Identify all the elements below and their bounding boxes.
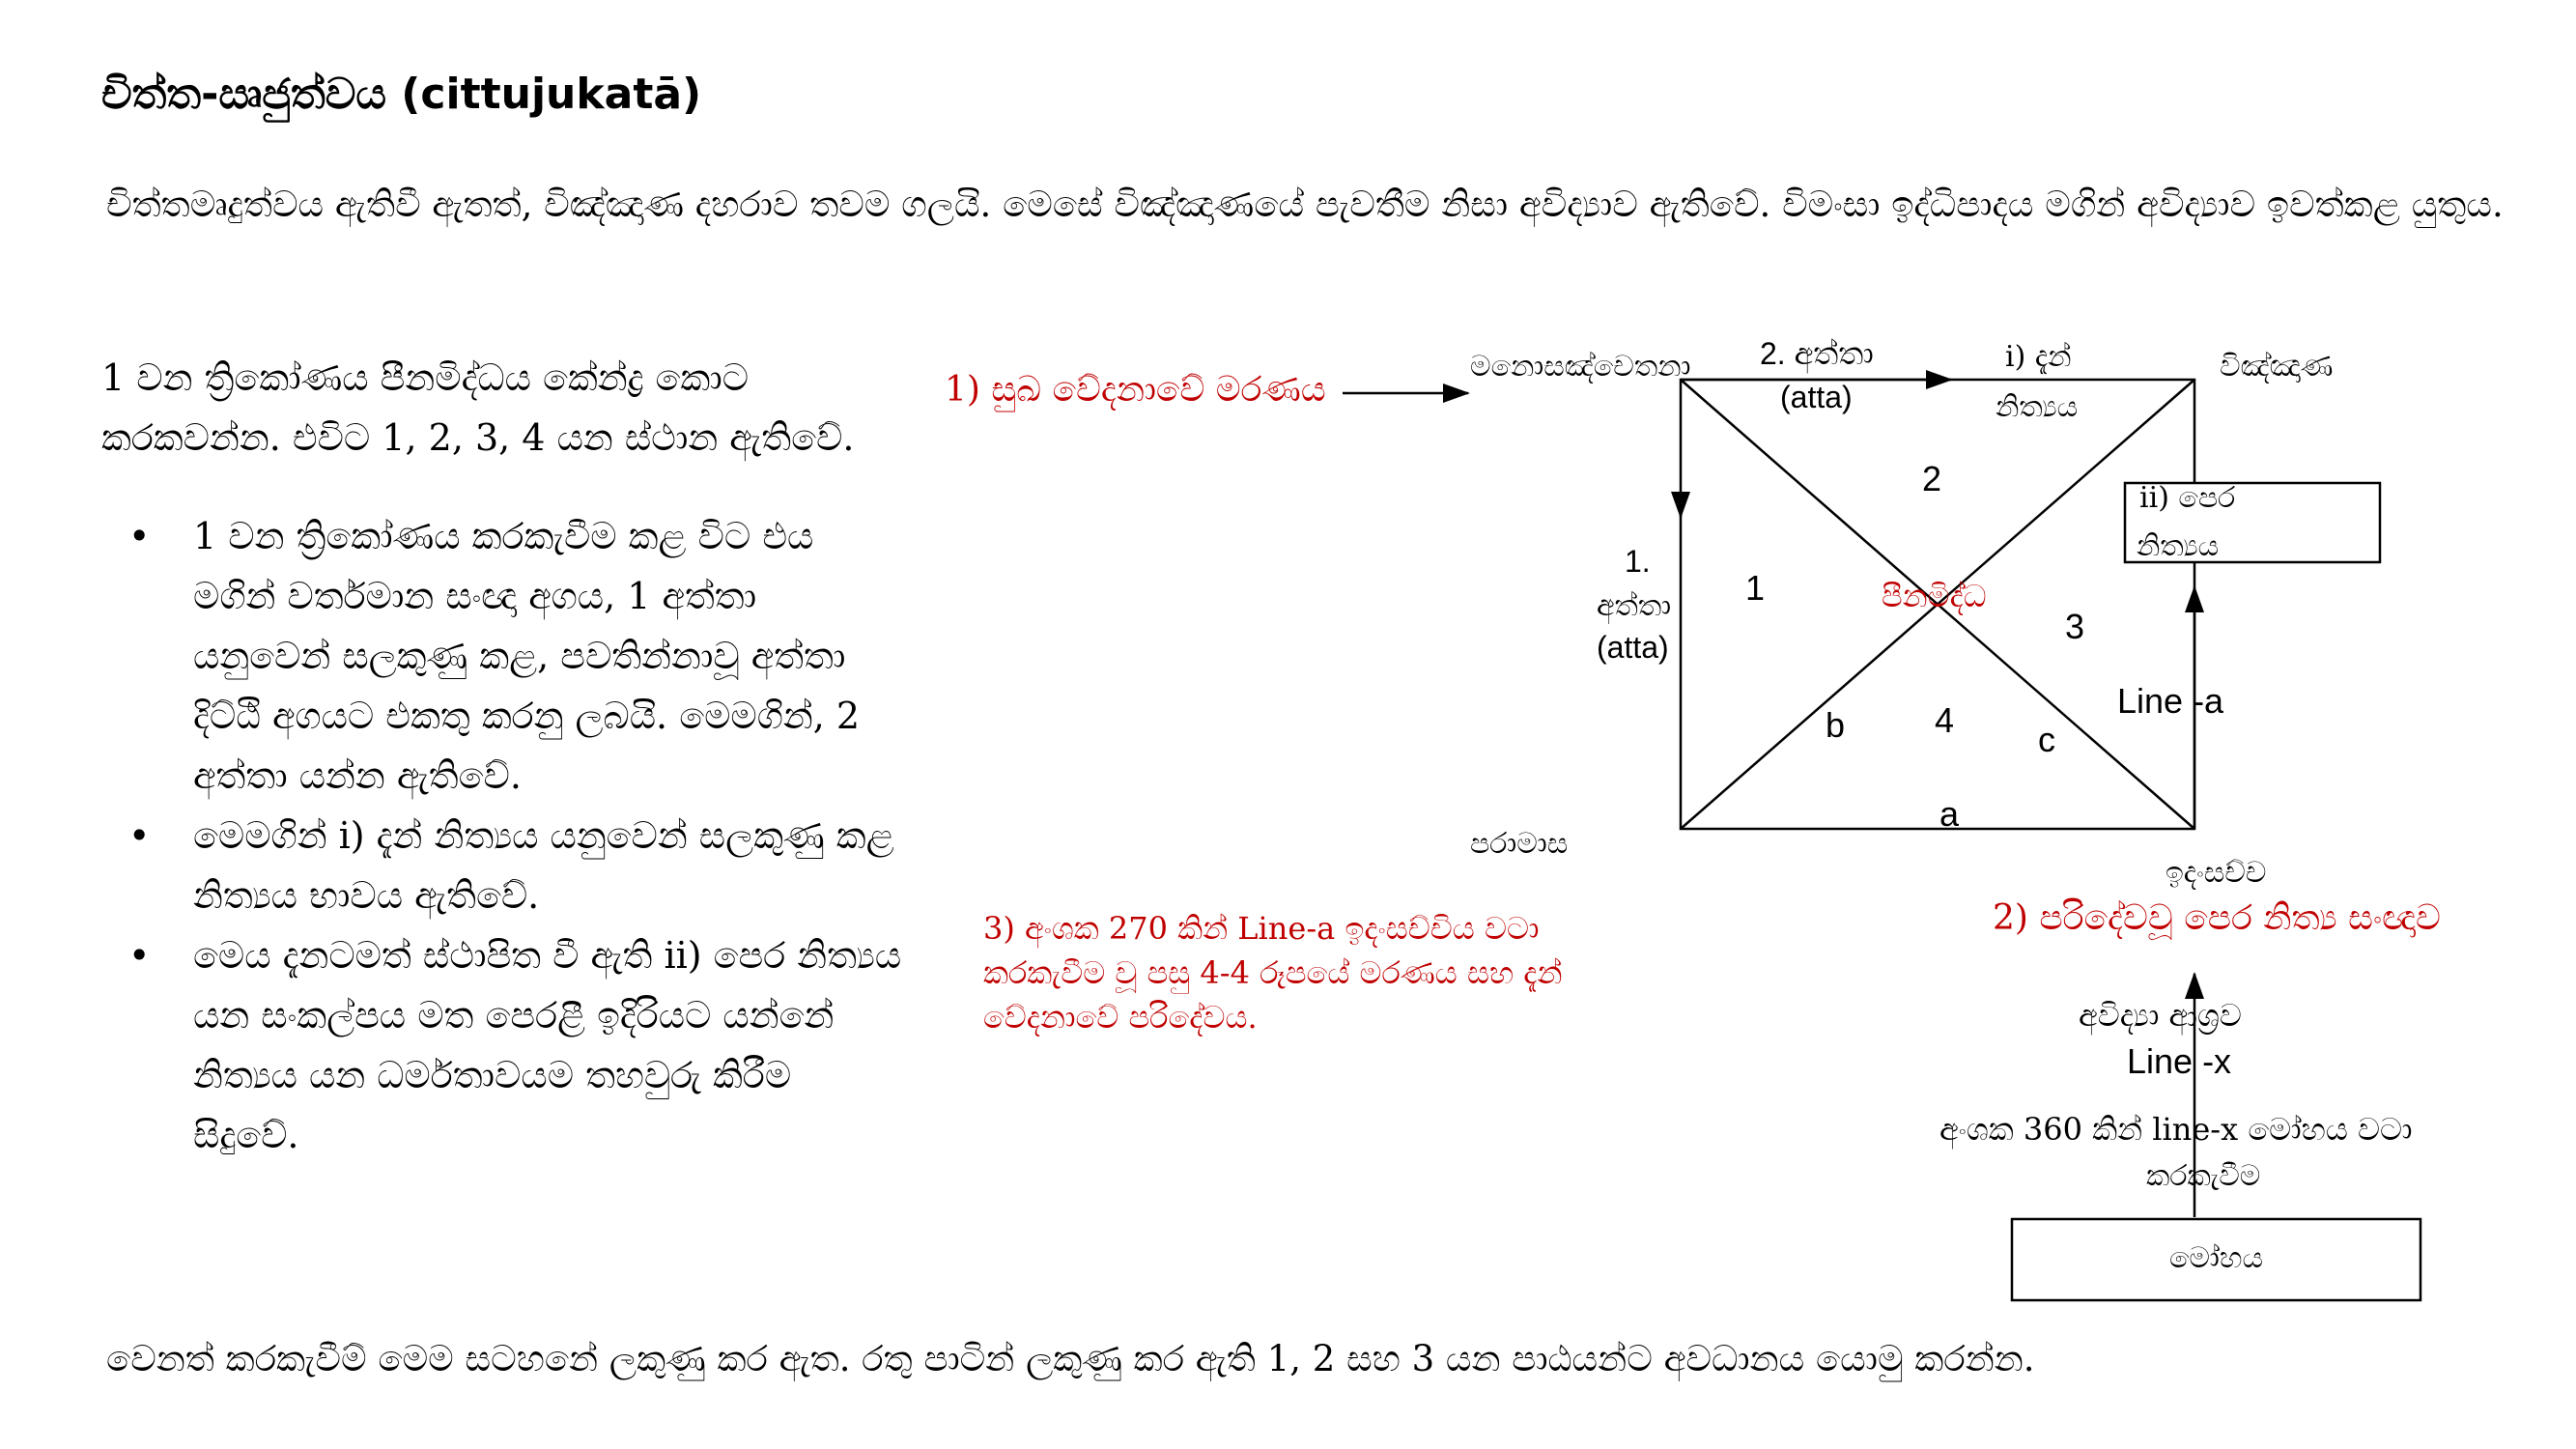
left-arrow-label: 1. <box>1625 544 1651 579</box>
footer-note: වෙනත් කරකැවීම් මෙම සටහනේ ලකුණු කර ඇත. රතු පාටින් ලකුණු කර ඇති 1, 2 සහ 3 යන පාඨයන්ට අවධානය යොමු කරන්න. <box>106 1338 2035 1379</box>
side-label-b: b <box>1826 705 1846 745</box>
red-note-lamentation: 2) පරිදේවවූ පෙර නිත්‍ය සංඥාව <box>1993 898 2441 938</box>
bullet-item: • 1 වන ත්‍රිකෝණය කරකැවීම කළ විට එය මගින් වර්තමාන සංඥා අගය, 1 අත්තා යනුවෙන් සලකුණු කළ, පවතින්නාවූ අත්තා දිට්ඨි අගයට එකතු කරනු ලබයි. මෙමගින්, 2 අත්තා යන්න ඇතිවේ. <box>101 506 903 806</box>
red-note-death-of-pleasant-feeling: 1) සුඛ වේදනාවේ මරණය <box>945 370 1326 410</box>
red-note-rotation <box>983 906 1563 1039</box>
region-label-3: 3 <box>2065 607 2085 646</box>
intro-paragraph: චිත්තමෘදුත්වය ඇතිවී ඇතත්, විඤ්ඤාණ දහරාව තවම ගලයි. මෙසේ විඤ්ඤාණයේ පැවතීම නිසා අවිද්‍යාව ඇතිවේ. විමංසා ඉද්ධිපාදය මගින් අවිද්‍යාව ඉවත්කළ යුතුය. <box>106 184 2504 225</box>
region-label-2: 2 <box>1922 459 1942 498</box>
prev-nitya-label: ii) පෙර <box>2139 481 2236 515</box>
red-note-rotation-line: කරකැවීම වූ පසු 4-4 රූපයේ මරණය සහ දැන් <box>983 954 1563 991</box>
center-label: පීනමිද්ධ <box>1882 578 1987 614</box>
red-note-rotation-line: වේදනාවේ පරිදේවය. <box>983 999 1258 1036</box>
moha-label: මෝහය <box>2168 1241 2264 1275</box>
now-nitya-label-2: නිත්‍යය <box>1996 390 2079 424</box>
avidya-label: අවිද්‍යා ආශ්‍රව <box>2079 997 2242 1034</box>
now-nitya-label: i) දැන් <box>2005 340 2072 374</box>
prev-nitya-label-2: නිත්‍යය <box>2137 529 2220 563</box>
bullet-item: • මෙමගින් i) දැන් නිත්‍යය යනුවෙන් සලකුණු කළ නිත්‍යය භාවය ඇතිවේ. <box>101 806 903 925</box>
region-label-1: 1 <box>1745 568 1766 608</box>
slide-title: චිත්ත-ඍජුත්වය (cittujukatā) <box>101 70 702 119</box>
rotation-label-2: කරකැවීම <box>2146 1159 2261 1193</box>
left-arrow-label-latin: (atta) <box>1597 630 1669 665</box>
bullet-item: • මෙය දැනටමත් ස්ථාපිත වී ඇති ii) පෙර නිත්‍යය යන සංකල්පය මත පෙරළී ඉදිරියට යන්නේ නිත්‍යය යන ධර්මතාවයම තහවුරු කිරීම සිදුවේ. <box>101 925 903 1165</box>
corner-label-top-right: විඤ්ඤාණ <box>2220 350 2334 384</box>
left-paragraph: 1 වන ත්‍රිකෝණය පීනමිද්ධය කේන්ද්‍ර කොට කරකවන්න. එවිට 1, 2, 3, 4 යන ස්ථාන ඇතිවේ. <box>101 356 855 459</box>
line-x-label: Line -x <box>2127 1041 2232 1081</box>
side-label-c: c <box>2038 720 2055 759</box>
region-label-4: 4 <box>1935 700 1955 740</box>
left-arrow-label-2: අත්තා <box>1597 589 1672 623</box>
top-arrow-label-latin: (atta) <box>1780 380 1853 414</box>
top-arrow-label: 2. අත්තා <box>1760 336 1874 371</box>
red-note-rotation-line: 3) අංශක 270 කින් Line-a ඉදංසච්චිය වටා <box>983 910 1540 947</box>
corner-label-bottom-left: පරාමාස <box>1470 827 1569 861</box>
corner-label-top-left: මනොසඤ්චෙතනා <box>1470 350 1691 384</box>
rotation-label: අංශක 360 කින් line-x මෝහය වටා <box>1939 1111 2413 1148</box>
line-a-label: Line -a <box>2117 681 2224 721</box>
corner-label-bottom-right: ඉදංසච්ච <box>2166 856 2267 890</box>
side-label-a: a <box>1939 794 1960 834</box>
